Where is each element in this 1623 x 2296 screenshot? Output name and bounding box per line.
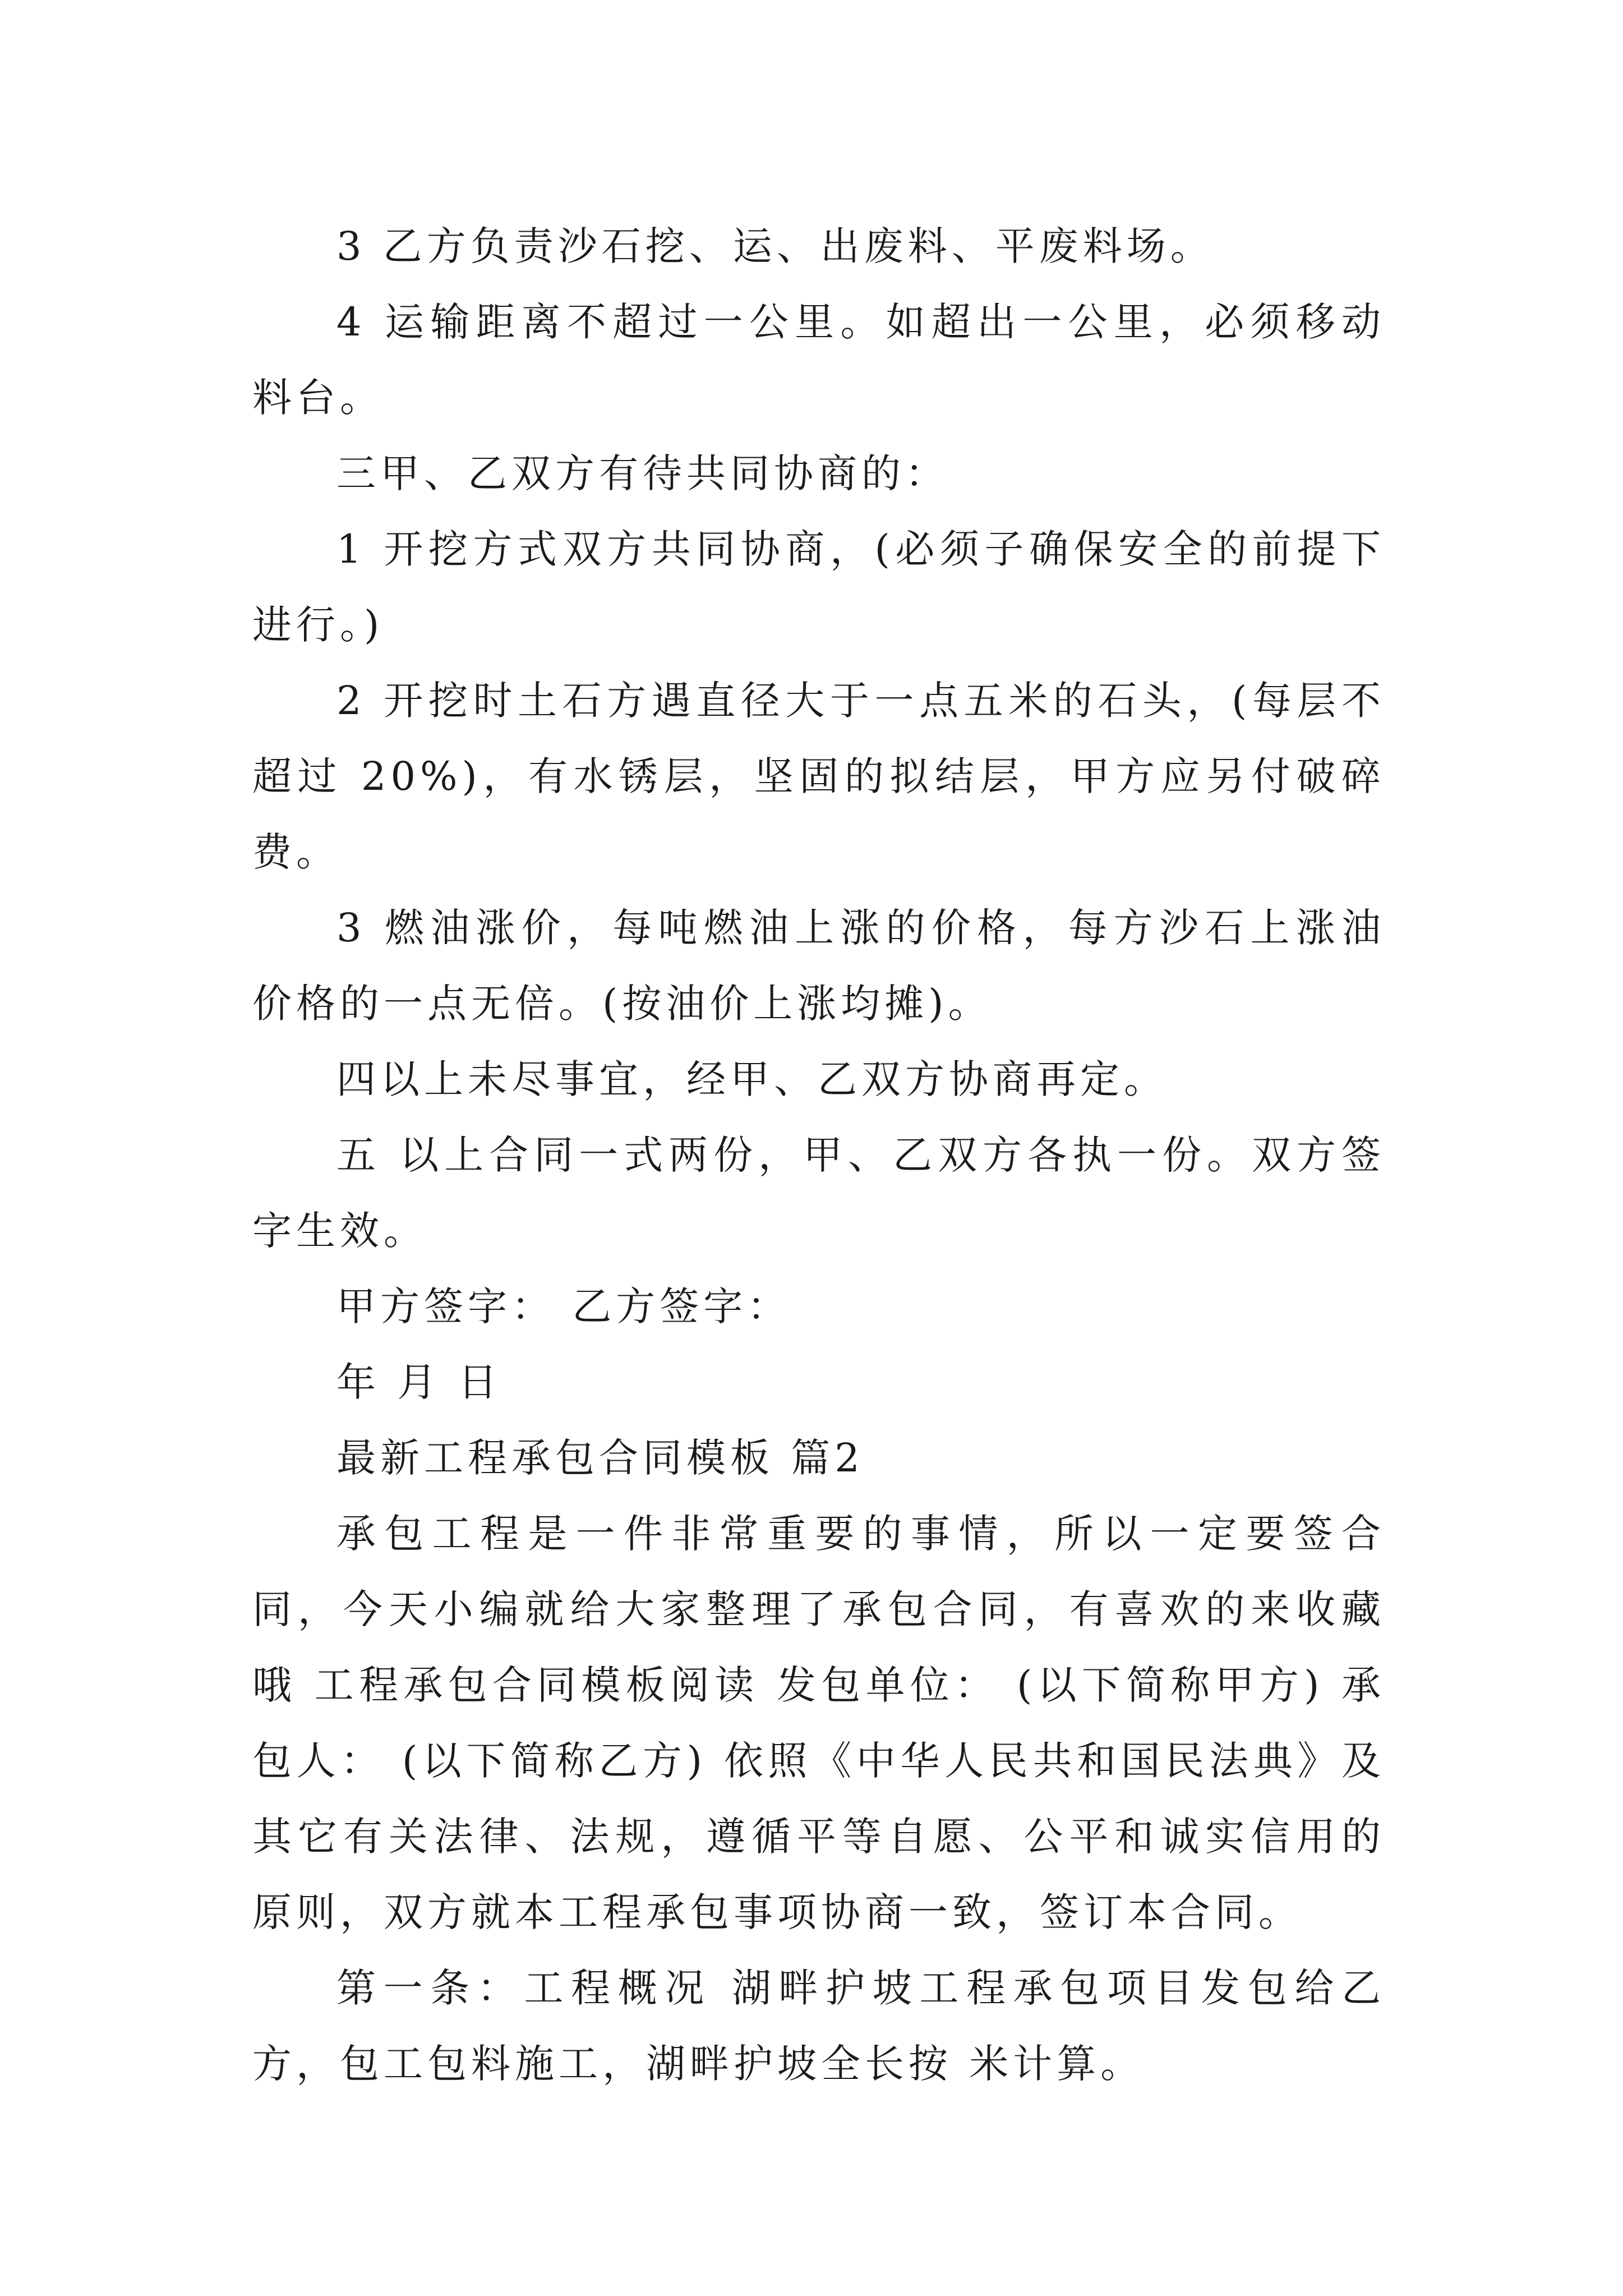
paragraph: 1 开挖方式双方共同协商，(必须子确保安全的前提下进行。)	[252, 526, 1385, 648]
paragraph: 五 以上合同一式两份，甲、乙双方各执一份。双方签字生效。	[252, 1132, 1385, 1254]
paragraph: 3 乙方负责沙石挖、运、出废料、平废料场。	[336, 223, 1214, 269]
document-body	[252, 209, 1385, 2102]
signature-line: 甲方签字： 乙方签字：	[336, 1283, 791, 1329]
paragraph: 四以上未尽事宜，经甲、乙双方协商再定。	[336, 1056, 1168, 1102]
paragraph: 第一条：工程概况 湖畔护坡工程承包项目发包给乙方，包工包料施工，湖畔护坡全长按 米计算。	[252, 1965, 1385, 2087]
date-line: 年 月 日	[336, 1359, 502, 1405]
section-heading: 最新工程承包合同模板 篇2	[336, 1435, 864, 1481]
paragraph: 三甲、乙双方有待共同协商的：	[336, 450, 949, 496]
paragraph: 4 运输距离不超过一公里。如超出一公里，必须移动料台。	[252, 299, 1385, 421]
paragraph: 2 开挖时土石方遇直径大于一点五米的石头，(每层不超过 20%)，有水锈层，坚固的拟结层，甲方应另付破碎费。	[252, 678, 1385, 875]
paragraph: 承包工程是一件非常重要的事情，所以一定要签合同，今天小编就给大家整理了承包合同，有喜欢的来收藏哦 工程承包合同模板阅读 发包单位： (以下简称甲方) 承包人： (以下简称乙方) 依照《中华人民共和国民法典》及其它有关法律、法规，遵循平等自愿、公平和诚实信用的原则，双方就本工程承包事项协商一致，签订本合同。	[252, 1511, 1385, 1935]
paragraph: 3 燃油涨价，每吨燃油上涨的价格，每方沙石上涨油价格的一点无倍。(按油价上涨均摊)。	[252, 905, 1385, 1027]
